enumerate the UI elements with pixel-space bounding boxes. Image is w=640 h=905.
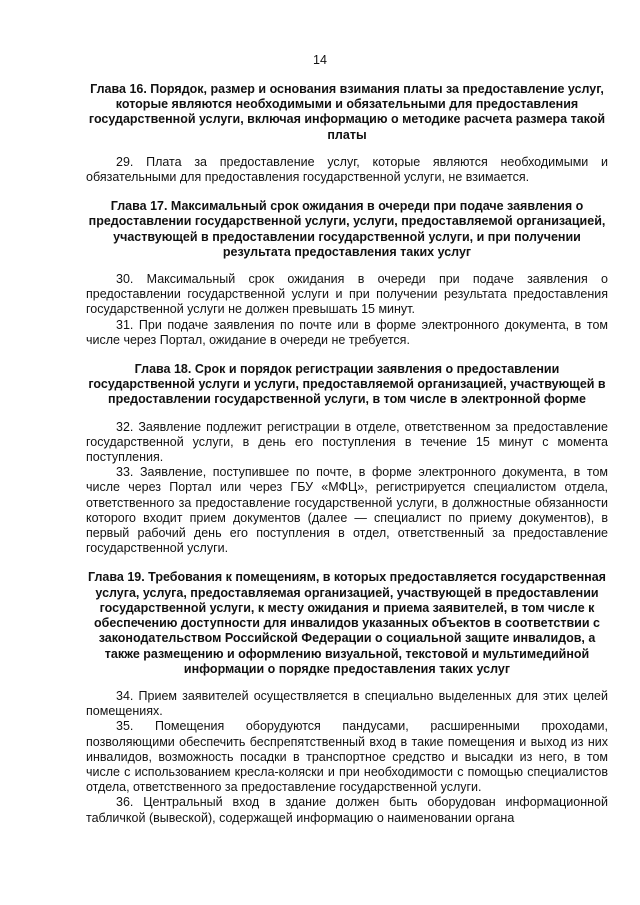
- paragraph-29: 29. Плата за предоставление услуг, которые являются необходимыми и обязательными для предоставления государственной услуги, не взимается.: [86, 154, 608, 185]
- paragraph-34: 34. Прием заявителей осуществляется в специально выделенных для этих целей помещениях.: [86, 688, 608, 719]
- chapter-18-heading: Глава 18. Срок и порядок регистрации заявления о предоставлении государственной услуги и услуги, предоставляемой организацией, участвующей в предоставлении государственной услуги, в том числе в электронной форме: [88, 362, 606, 407]
- chapter-17-heading: Глава 17. Максимальный срок ожидания в очереди при подаче заявления о предоставлении государственной услуги, услуги, предоставляемой организацией, участвующей в предоставлении государственной услуги, и при получении результата предоставления таких услуг: [88, 199, 606, 259]
- paragraph-31: 31. При подаче заявления по почте или в форме электронного документа, в том числе через Портал, ожидание в очереди не требуется.: [86, 317, 608, 347]
- paragraph-30: 30. Максимальный срок ожидания в очереди при подаче заявления о предоставлении государственной услуги и при получении результата предоставления государственной услуги не должен превышать 15 минут.: [86, 272, 608, 317]
- document-body: [86, 82, 608, 826]
- paragraph-35: 35. Помещения оборудуются пандусами, расширенными проходами, позволяющими обеспечить беспрепятственный вход в такие помещения и выход из них инвалидов, возможность посадки в транспортное средство и высадки из него, в том числе с использованием кресла-коляски и при необходимости с помощью специалистов отдела, ответственного за предоставление государственной услуги.: [86, 719, 608, 795]
- chapter-16-heading: Глава 16. Порядок, размер и основания взимания платы за предоставление услуг, которые являются необходимыми и обязательными для предоставления государственной услуги, включая информацию о методике расчета размера такой платы: [88, 82, 606, 142]
- paragraph-36: 36. Центральный вход в здание должен быть оборудован информационной табличкой (вывеской), содержащей информацию о наименовании органа: [86, 795, 608, 825]
- chapter-19-heading: Глава 19. Требования к помещениям, в которых предоставляется государственная услуга, услуга, предоставляемая организацией, участвующей в предоставлении государственной услуги, к месту ожидания и приема заявителей, в том числе к обеспечению доступности для инвалидов указанных объектов в соответствии с законодательством Российской Федерации о социальной защите инвалидов, а также размещению и оформлению визуальной, текстовой и мультимедийной информации о порядке предоставления таких услуг: [88, 570, 606, 676]
- page-number: 14: [313, 53, 327, 67]
- paragraph-32: 32. Заявление подлежит регистрации в отделе, ответственном за предоставление государственной услуги, в день его поступления в течение 15 минут с момента поступления.: [86, 419, 608, 465]
- paragraph-33: 33. Заявление, поступившее по почте, в форме электронного документа, в том числе через Портал или через ГБУ «МФЦ», регистрируется специалистом отдела, ответственного за предоставление государственной услуги, в должностные обязанности которого входит прием документов (далее — специалист по приему документов), в первый рабочий день его поступления в отдел, ответственный за предоставление государственной услуги.: [86, 465, 608, 556]
